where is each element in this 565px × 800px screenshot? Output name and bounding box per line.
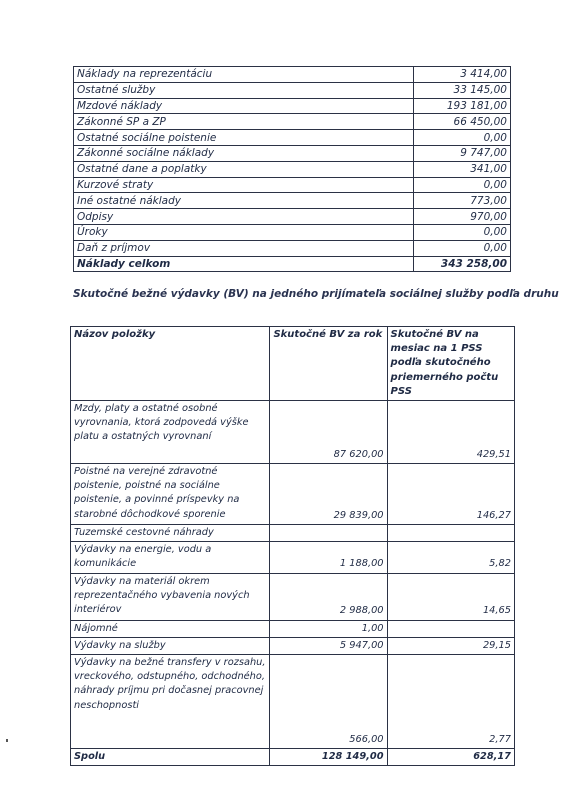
costs-table — [73, 66, 511, 272]
section-title: Skutočné bežné výdavky (BV) na jedného prijímateľa sociálnej služby podľa druhu — [73, 288, 559, 300]
cost-label: Zákonné sociálne náklady — [74, 145, 414, 161]
table-row — [74, 82, 511, 98]
table-row — [71, 655, 515, 749]
item-month: 29,15 — [387, 637, 514, 654]
cost-label: Úroky — [74, 224, 414, 240]
table-row — [74, 67, 511, 83]
sum-year: 128 149,00 — [270, 749, 387, 766]
cost-value: 0,00 — [414, 224, 511, 240]
cost-label: Iné ostatné náklady — [74, 193, 414, 209]
cost-label: Odpisy — [74, 209, 414, 225]
item-year: 29 839,00 — [270, 464, 387, 525]
table-row — [71, 573, 515, 620]
item-year: 566,00 — [270, 655, 387, 749]
cost-value: 0,00 — [414, 177, 511, 193]
sum-month: 628,17 — [387, 749, 514, 766]
table-row — [71, 525, 515, 542]
item-name: Výdavky na služby — [71, 637, 270, 654]
header-name: Názov položky — [71, 327, 270, 401]
item-year: 1,00 — [270, 620, 387, 637]
header-year: Skutočné BV za rok — [270, 327, 387, 401]
table-row — [74, 98, 511, 114]
total-row — [74, 256, 511, 272]
table-row — [74, 145, 511, 161]
item-month: 5,82 — [387, 542, 514, 573]
cost-label: Kurzové straty — [74, 177, 414, 193]
table-row — [71, 637, 515, 654]
header-row — [71, 327, 515, 401]
table-row — [74, 209, 511, 225]
item-year: 1 188,00 — [270, 542, 387, 573]
table-row — [74, 224, 511, 240]
item-month: 14,65 — [387, 573, 514, 620]
cost-label: Mzdové náklady — [74, 98, 414, 114]
cost-value: 9 747,00 — [414, 145, 511, 161]
table-row — [71, 401, 515, 464]
item-year: 2 988,00 — [270, 573, 387, 620]
sum-label: Spolu — [71, 749, 270, 766]
item-name: Výdavky na energie, vodu a komunikácie — [71, 542, 270, 573]
scan-mark — [6, 739, 8, 742]
cost-label: Ostatné služby — [74, 82, 414, 98]
item-name: Mzdy, platy a ostatné osobné vyrovnania, ktorá zodpovedá výške platu a ostatných vyrovnaní — [71, 401, 270, 464]
cost-value: 193 181,00 — [414, 98, 511, 114]
item-year: 87 620,00 — [270, 401, 387, 464]
item-name: Nájomné — [71, 620, 270, 637]
table-row — [74, 177, 511, 193]
cost-value: 970,00 — [414, 209, 511, 225]
item-year: 5 947,00 — [270, 637, 387, 654]
table-row — [74, 114, 511, 130]
item-name: Tuzemské cestovné náhrady — [71, 525, 270, 542]
cost-value: 0,00 — [414, 240, 511, 256]
header-month: Skutočné BV na mesiac na 1 PSS podľa skutočného priemerného počtu PSS — [387, 327, 514, 401]
cost-label: Zákonné SP a ZP — [74, 114, 414, 130]
cost-value: 0,00 — [414, 130, 511, 146]
table-row — [71, 464, 515, 525]
item-month — [387, 525, 514, 542]
bv-table — [70, 326, 515, 766]
table-row — [74, 193, 511, 209]
cost-value: 773,00 — [414, 193, 511, 209]
item-year — [270, 525, 387, 542]
item-name: Výdavky na materiál okrem reprezentačného vybavenia nových interiérov — [71, 573, 270, 620]
cost-value: 33 145,00 — [414, 82, 511, 98]
table-row — [71, 542, 515, 573]
table-row — [74, 161, 511, 177]
cost-label: Náklady na reprezentáciu — [74, 67, 414, 83]
item-month — [387, 620, 514, 637]
cost-label: Daň z príjmov — [74, 240, 414, 256]
total-value: 343 258,00 — [414, 256, 511, 272]
total-label: Náklady celkom — [74, 256, 414, 272]
cost-label: Ostatné sociálne poistenie — [74, 130, 414, 146]
table-row — [71, 620, 515, 637]
item-month: 429,51 — [387, 401, 514, 464]
item-month: 2,77 — [387, 655, 514, 749]
cost-value: 3 414,00 — [414, 67, 511, 83]
cost-label: Ostatné dane a poplatky — [74, 161, 414, 177]
item-month: 146,27 — [387, 464, 514, 525]
table-row — [74, 130, 511, 146]
item-name: Výdavky na bežné transfery v rozsahu, vreckového, odstupného, odchodného, náhrady príjmu pri dočasnej pracovnej neschopnosti — [71, 655, 270, 749]
table-row — [74, 240, 511, 256]
cost-value: 341,00 — [414, 161, 511, 177]
sum-row — [71, 749, 515, 766]
item-name: Poistné na verejné zdravotné poistenie, poistné na sociálne poistenie, a povinné príspevky na starobné dôchodkové sporenie — [71, 464, 270, 525]
cost-value: 66 450,00 — [414, 114, 511, 130]
